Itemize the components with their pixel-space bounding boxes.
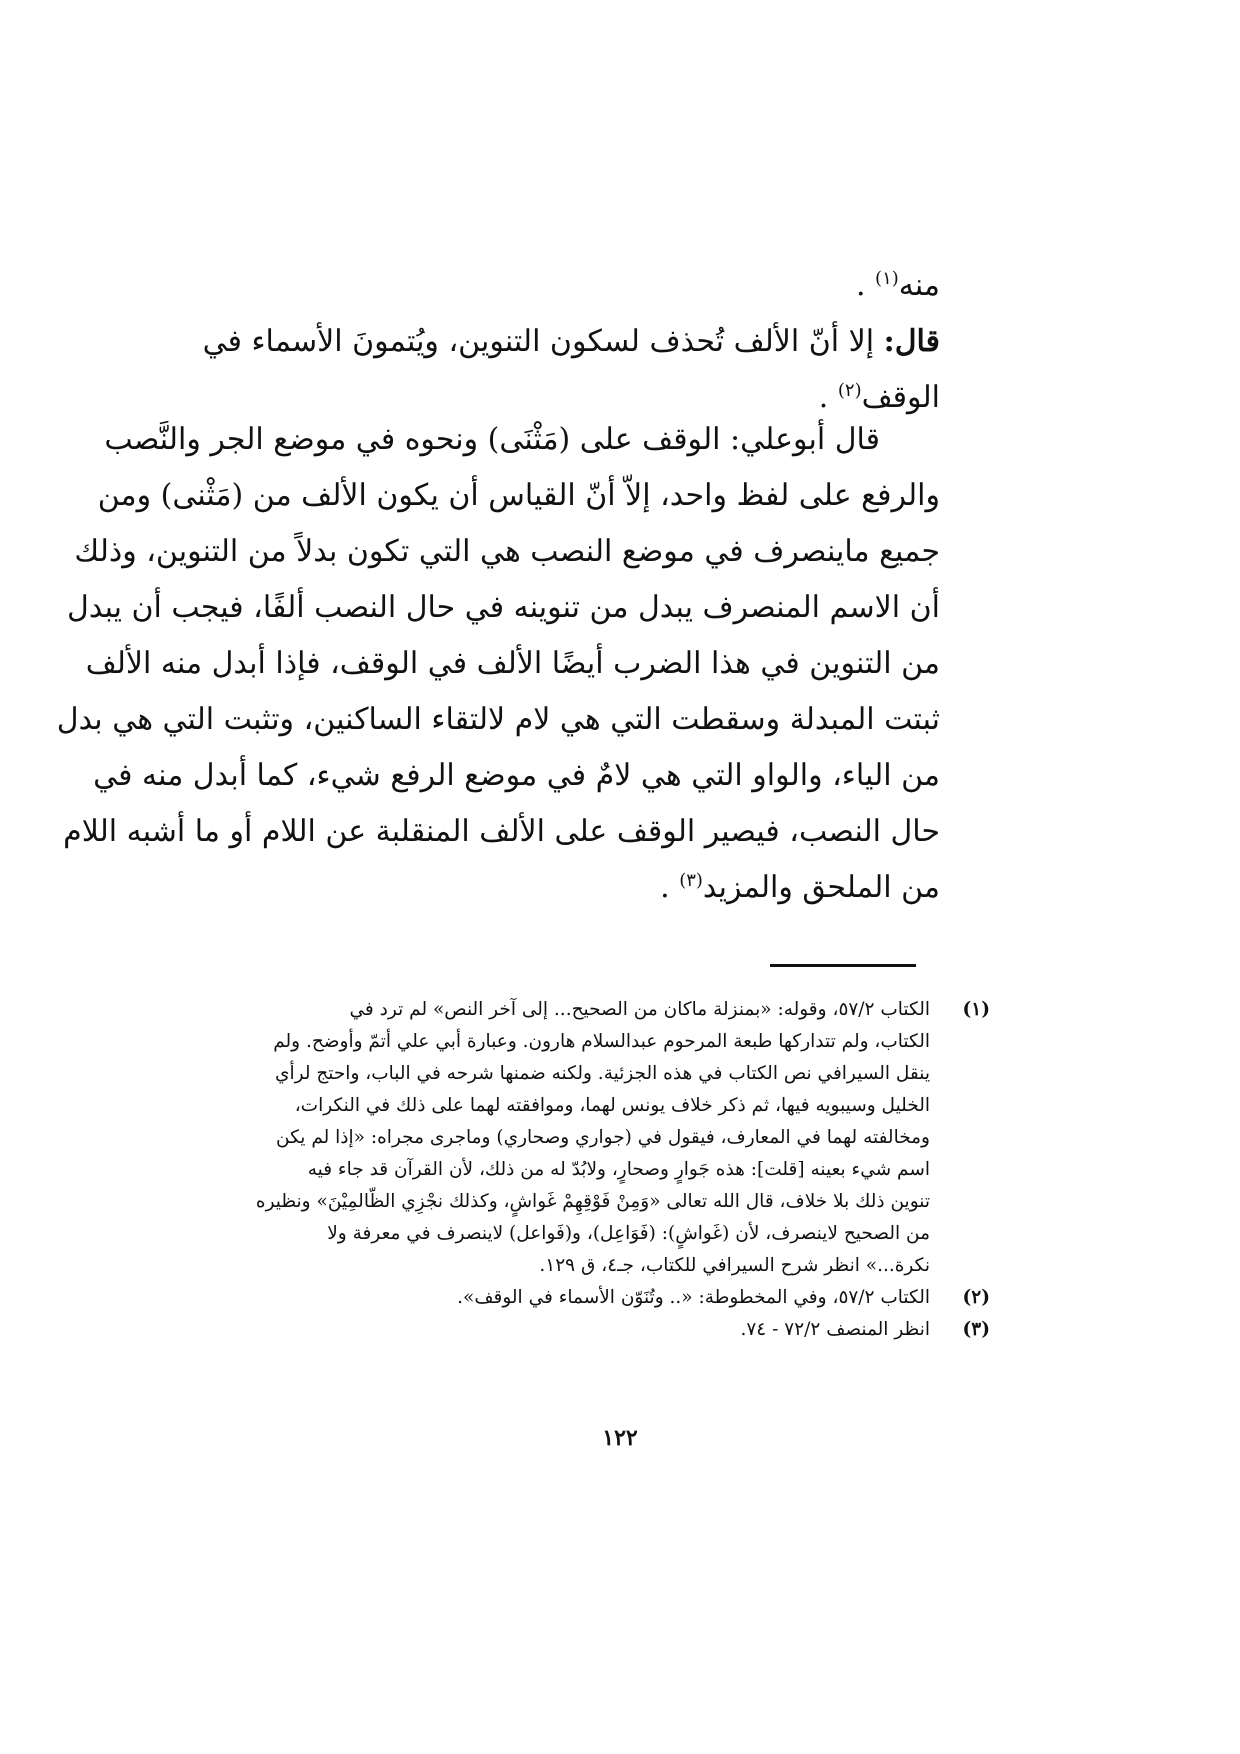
footnote-body xyxy=(190,1314,930,1346)
main-paragraph xyxy=(56,412,940,916)
text-line: ثبتت المبدلة وسقطت التي هي لام لالتقاء الساكنين، وتثبت التي هي بدل xyxy=(56,702,940,737)
text-fragment: . xyxy=(818,380,829,415)
text-line xyxy=(250,258,940,314)
footnote-number: (٢) xyxy=(962,1287,990,1308)
qal-label: قال: xyxy=(883,324,940,359)
footnote-line: الكتاب، ولم تتداركها طبعة المرحوم عبدالسلام هارون. وعبارة أبي علي أتمّ وأوضح. ولم xyxy=(273,1031,930,1052)
footnote-separator xyxy=(770,964,916,967)
text-fragment: . xyxy=(660,870,670,905)
text-fragment: إلا أنّ الألف تُحذف لسكون التنوين، ويُتمونَ الأسماء في xyxy=(202,324,875,359)
footnote-ref[interactable]: (٢) xyxy=(837,380,862,401)
footnote-line: ينقل السيرافي نص الكتاب في هذه الجزئية. ولكنه ضمنها شرحه في الباب، واحتج لرأي xyxy=(275,1063,930,1084)
text-line: من التنوين في هذا الضرب أيضًا الألف في الوقف، فإذا أبدل منه الألف xyxy=(85,646,940,681)
footnote-number: (٣) xyxy=(962,1319,990,1340)
text-line xyxy=(250,860,940,916)
text-fragment: منه xyxy=(898,268,940,303)
footnote-2 xyxy=(190,1282,990,1314)
text-line: والرفع على لفظ واحد، إلاّ أنّ القياس أن يكون الألف من (مَثْنى) ومن xyxy=(97,478,940,513)
main-text-block xyxy=(202,258,940,426)
footnote-3 xyxy=(190,1314,990,1346)
footnote-body xyxy=(190,994,930,1282)
text-line: حال النصب، فيصير الوقف على الألف المنقلبة عن اللام أو ما أشبه اللام xyxy=(63,814,940,849)
footnote-line: الكتاب ٥٧/٢، وفي المخطوطة: «.. وتُنَوّن الأسماء في الوقف». xyxy=(457,1287,930,1308)
page-number: ١٢٢ xyxy=(602,1425,638,1451)
text-line: من الياء، والواو التي هي لامٌ في موضع الرفع شيء، كما أبدل منه في xyxy=(93,758,940,793)
footnote-line: من الصحيح لاينصرف، لأن (غَواشٍ): (فَوَاعِل)، و(فَواعل) لاينصرف في معرفة ولا xyxy=(327,1223,930,1244)
text-fragment: الوقف xyxy=(861,380,940,415)
text-fragment: من الملحق والمزيد xyxy=(702,870,940,905)
text-line: جميع ماينصرف في موضع النصب هي التي تكون بدلاً من التنوين، وذلك xyxy=(74,534,940,569)
footnote-line: الخليل وسيبويه فيها، ثم ذكر خلاف يونس لهما، وموافقته لهما على ذلك في النكرات، xyxy=(294,1095,930,1116)
text-line: أن الاسم المنصرف يبدل من تنوينه في حال النصب ألفًا، فيجب أن يبدل xyxy=(67,590,940,625)
footnote-1 xyxy=(190,994,990,1282)
footnote-ref[interactable]: (٣) xyxy=(679,870,703,891)
footnote-line: ومخالفته لهما في المعارف، فيقول في (جواري وصحاري) وماجرى مجراه: «إذا لم يكن xyxy=(276,1127,930,1148)
footnote-number: (١) xyxy=(962,999,990,1020)
text-fragment: . xyxy=(855,268,866,303)
text-line: قال أبوعلي: الوقف على (مَثْنَى) ونحوه في موضع الجر والنَّصب xyxy=(104,422,880,457)
footnote-line: تنوين ذلك بلا خلاف، قال الله تعالى «وَمِنْ فَوْقِهِمْ غَواشٍ، وكذلك نجْزِي الظّالمِيْنَ» ونظيره xyxy=(255,1191,930,1212)
footnote-ref[interactable]: (١) xyxy=(875,268,899,289)
footnote-body xyxy=(190,1282,930,1314)
footnote-line: اسم شيء بعينه [قلت]: هذه جَوارٍ وصحارٍ، ولابُدّ له من ذلك، لأن القرآن قد جاء فيه xyxy=(307,1159,930,1180)
footnote-line: انظر المنصف ٧٢/٢ - ٧٤. xyxy=(740,1319,930,1340)
footnotes xyxy=(190,994,990,1346)
footnote-line: نكرة...» انظر شرح السيرافي للكتاب، جـ٤، ق ١٢٩. xyxy=(539,1255,930,1276)
footnote-line: الكتاب ٥٧/٢، وقوله: «بمنزلة ماكان من الصحيح... إلى آخر النص» لم ترد في xyxy=(349,999,930,1020)
text-line xyxy=(202,314,940,370)
